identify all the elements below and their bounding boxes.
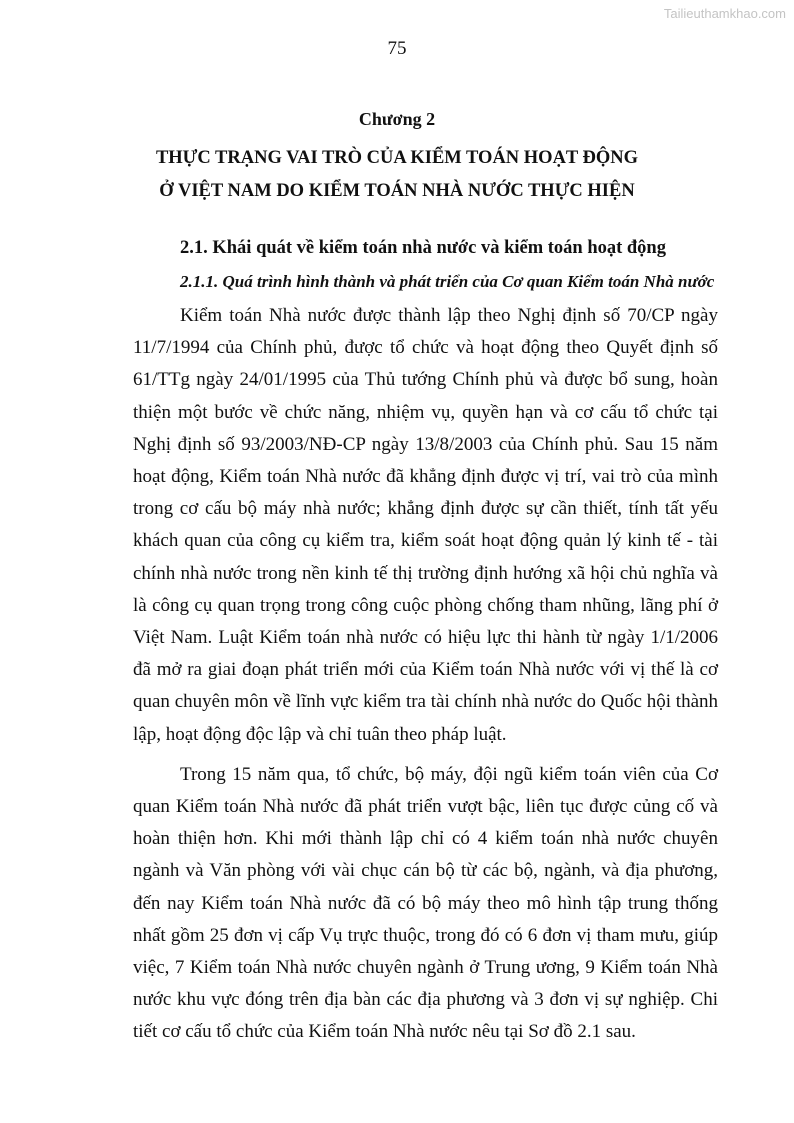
chapter-title-line-1: THỰC TRẠNG VAI TRÒ CỦA KIỂM TOÁN HOẠT ĐỘNG <box>155 148 639 168</box>
paragraph-2: Trong 15 năm qua, tổ chức, bộ máy, đội ngũ kiểm toán viên của Cơ quan Kiểm toán Nhà nước đã phát triển vượt bậc, liên tục được củng cố và hoàn thiện hơn. Khi mới thành lập chỉ có 4 kiểm toán nhà nước chuyên ngành và Văn phòng với vài chục cán bộ từ các bộ, ngành, và địa phương, đến nay Kiểm toán Nhà nước đã có bộ máy theo mô hình tập trung thống nhất gồm 25 đơn vị cấp Vụ trực thuộc, trong đó có 6 đơn vị tham mưu, giúp việc, 7 Kiểm toán Nhà nước chuyên ngành ở Trung ương, 9 Kiểm toán Nhà nước khu vực đóng trên địa bàn các địa phương và 3 đơn vị sự nghiệp. Chi tiết cơ cấu tổ chức của Kiểm toán Nhà nước nêu tại Sơ đồ 2.1 sau. <box>133 763 718 1043</box>
section-heading: 2.1. Khái quát về kiểm toán nhà nước và kiểm toán hoạt động <box>180 238 666 258</box>
watermark: Tailieuthamkhao.com <box>663 6 786 21</box>
chapter-title-line-2: Ở VIỆT NAM DO KIỂM TOÁN NHÀ NƯỚC THỰC HIỆN <box>159 181 635 201</box>
body-text <box>133 300 718 1049</box>
paragraph-1: Kiểm toán Nhà nước được thành lập theo Nghị định số 70/CP ngày 11/7/1994 của Chính phủ, được tổ chức và hoạt động theo Quyết định số 61/TTg ngày 24/01/1995 của Thủ tướng Chính phủ và được bổ sung, hoàn thiện một bước về chức năng, nhiệm vụ, quyền hạn và cơ cấu tổ chức tại Nghị định số 93/2003/NĐ-CP ngày 13/8/2003 của Chính phủ. Sau 15 năm hoạt động, Kiểm toán Nhà nước đã khẳng định được vị trí, vai trò của mình trong cơ cấu bộ máy nhà nước; khẳng định được sự cần thiết, tính tất yếu khách quan của công cụ kiểm tra, kiểm soát hoạt động quản lý kinh tế - tài chính nhà nước trong nền kinh tế thị trường định hướng xã hội chủ nghĩa và là công cụ quan trọng trong công cuộc phòng chống tham nhũng, lãng phí ở Việt Nam. Luật Kiểm toán nhà nước có hiệu lực thi hành từ ngày 1/1/2006 đã mở ra giai đoạn phát triển mới của Kiểm toán Nhà nước với vị thế là cơ quan chuyên môn về lĩnh vực kiểm tra tài chính nhà nước do Quốc hội thành lập, hoạt động độc lập và chỉ tuân theo pháp luật. <box>133 305 718 745</box>
page-number: 75 <box>387 38 407 59</box>
chapter-label: Chương 2 <box>358 109 436 129</box>
subsection-heading: 2.1.1. Quá trình hình thành và phát triển của Cơ quan Kiểm toán Nhà nước <box>180 272 715 291</box>
chapter-header <box>0 108 794 208</box>
